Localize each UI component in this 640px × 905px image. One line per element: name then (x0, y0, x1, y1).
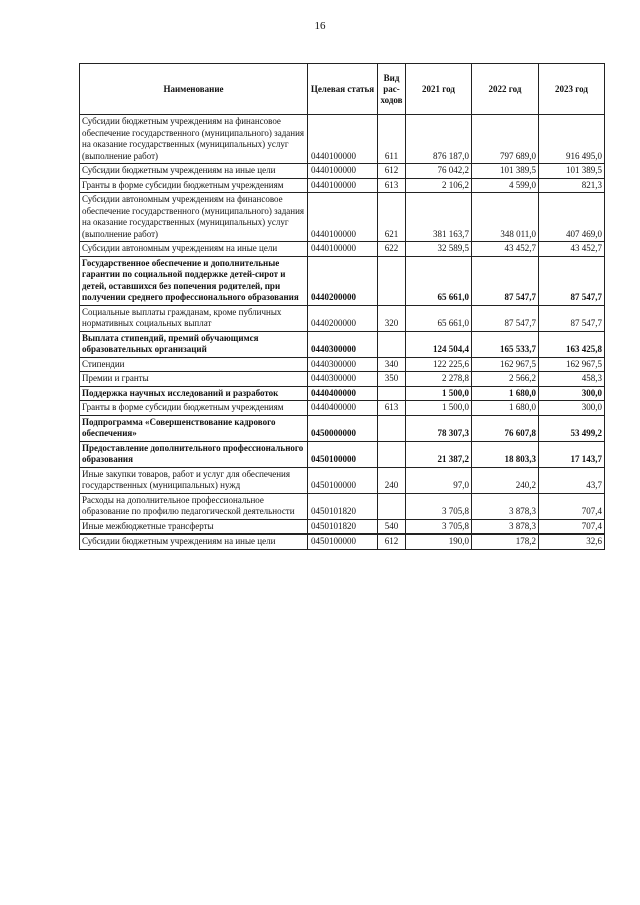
cell-target-code: 0440300000 (308, 357, 378, 372)
cell-2021: 3 705,8 (406, 493, 472, 519)
cell-2023: 162 967,5 (539, 357, 605, 372)
cell-target-code: 0440400000 (308, 386, 378, 401)
cell-2022: 348 011,0 (472, 193, 539, 242)
cell-2023: 916 495,0 (539, 115, 605, 164)
cell-target-code: 0440300000 (308, 331, 378, 357)
cell-name: Подпрограмма «Совершенствование кадрового обеспечения» (80, 415, 308, 441)
cell-target-code: 0440100000 (308, 193, 378, 242)
table-row (80, 357, 605, 372)
cell-vid: 613 (378, 401, 406, 416)
cell-name: Иные закупки товаров, работ и услуг для обеспечения государственных (муниципальных) нужд (80, 467, 308, 493)
page-number: 16 (314, 20, 326, 32)
cell-2023: 458,3 (539, 372, 605, 387)
cell-name: Поддержка научных исследований и разработок (80, 386, 308, 401)
cell-target-code: 0440100000 (308, 164, 378, 179)
header-2021: 2021 год (406, 64, 472, 115)
cell-2023: 407 469,0 (539, 193, 605, 242)
cell-2023: 101 389,5 (539, 164, 605, 179)
header-name: Наименование (80, 64, 308, 115)
cell-2023: 707,4 (539, 519, 605, 534)
cell-vid: 540 (378, 519, 406, 534)
cell-target-code: 0450100000 (308, 441, 378, 467)
cell-2022: 43 452,7 (472, 242, 539, 257)
cell-target-code: 0440200000 (308, 305, 378, 331)
cell-vid (378, 493, 406, 519)
table-row (80, 193, 605, 242)
cell-name: Гранты в форме субсидии бюджетным учреждениям (80, 178, 308, 193)
cell-2021: 76 042,2 (406, 164, 472, 179)
cell-2022: 3 878,3 (472, 493, 539, 519)
cell-name: Иные межбюджетные трансферты (80, 519, 308, 534)
table-row (80, 519, 605, 534)
header-vid: Вид рас-ходов (378, 64, 406, 115)
budget-table (79, 63, 605, 550)
table-row (80, 372, 605, 387)
table-row (80, 386, 605, 401)
cell-target-code: 0440100000 (308, 178, 378, 193)
cell-2023: 707,4 (539, 493, 605, 519)
table-row (80, 467, 605, 493)
cell-target-code: 0440100000 (308, 115, 378, 164)
cell-name: Субсидии автономным учреждениям на финансовое обеспечение государственного (муниципального) задания на оказание государственных (муниципальных) услуг (выполнение работ) (80, 193, 308, 242)
header-2022: 2022 год (472, 64, 539, 115)
cell-vid: 611 (378, 115, 406, 164)
cell-2022: 1 680,0 (472, 401, 539, 416)
cell-2022: 2 566,2 (472, 372, 539, 387)
table-row (80, 415, 605, 441)
cell-2023: 53 499,2 (539, 415, 605, 441)
table-row (80, 305, 605, 331)
cell-2022: 87 547,7 (472, 256, 539, 305)
cell-2023: 17 143,7 (539, 441, 605, 467)
cell-2021: 124 504,4 (406, 331, 472, 357)
cell-target-code: 0450100000 (308, 467, 378, 493)
cell-target-code: 0450101820 (308, 493, 378, 519)
cell-2023: 43 452,7 (539, 242, 605, 257)
cell-2022: 1 680,0 (472, 386, 539, 401)
table-body (80, 115, 605, 550)
cell-vid: 622 (378, 242, 406, 257)
cell-vid: 240 (378, 467, 406, 493)
cell-2021: 381 163,7 (406, 193, 472, 242)
table-row (80, 115, 605, 164)
cell-target-code: 0440300000 (308, 372, 378, 387)
cell-2021: 65 661,0 (406, 256, 472, 305)
cell-2022: 18 803,3 (472, 441, 539, 467)
cell-vid (378, 331, 406, 357)
cell-name: Гранты в форме субсидии бюджетным учреждениям (80, 401, 308, 416)
cell-name: Субсидии автономным учреждениям на иные цели (80, 242, 308, 257)
cell-2022: 240,2 (472, 467, 539, 493)
table-row (80, 256, 605, 305)
cell-name: Субсидии бюджетным учреждениям на иные цели (80, 164, 308, 179)
header-target: Целевая статья (308, 64, 378, 115)
cell-2022: 87 547,7 (472, 305, 539, 331)
cell-2023: 87 547,7 (539, 256, 605, 305)
cell-2022: 3 878,3 (472, 519, 539, 534)
cell-target-code: 0440400000 (308, 401, 378, 416)
cell-name: Субсидии бюджетным учреждениям на иные цели (80, 534, 308, 549)
cell-target-code: 0440200000 (308, 256, 378, 305)
cell-target-code: 0440100000 (308, 242, 378, 257)
cell-name: Предоставление дополнительного профессионального образования (80, 441, 308, 467)
cell-name: Государственное обеспечение и дополнительные гарантии по социальной поддержке детей-сирот и детей, оставшихся без попечения родителей, при получении среднего профессионального образования (80, 256, 308, 305)
cell-2021: 21 387,2 (406, 441, 472, 467)
cell-name: Социальные выплаты гражданам, кроме публичных нормативных социальных выплат (80, 305, 308, 331)
cell-2023: 163 425,8 (539, 331, 605, 357)
table-row (80, 534, 605, 549)
table-row (80, 441, 605, 467)
cell-2023: 87 547,7 (539, 305, 605, 331)
cell-2022: 178,2 (472, 534, 539, 549)
table-row (80, 331, 605, 357)
cell-2021: 65 661,0 (406, 305, 472, 331)
cell-vid: 350 (378, 372, 406, 387)
cell-2023: 821,3 (539, 178, 605, 193)
cell-2021: 97,0 (406, 467, 472, 493)
cell-2022: 165 533,7 (472, 331, 539, 357)
cell-2022: 76 607,8 (472, 415, 539, 441)
cell-vid (378, 415, 406, 441)
cell-vid (378, 386, 406, 401)
cell-2021: 190,0 (406, 534, 472, 549)
cell-name: Выплата стипендий, премий обучающимся образовательных организаций (80, 331, 308, 357)
cell-2021: 2 106,2 (406, 178, 472, 193)
cell-2021: 1 500,0 (406, 386, 472, 401)
table-row (80, 493, 605, 519)
cell-2022: 162 967,5 (472, 357, 539, 372)
header-2023: 2023 год (539, 64, 605, 115)
cell-name: Премии и гранты (80, 372, 308, 387)
table-header-row (80, 64, 605, 115)
cell-2022: 797 689,0 (472, 115, 539, 164)
cell-2022: 4 599,0 (472, 178, 539, 193)
cell-2021: 2 278,8 (406, 372, 472, 387)
cell-2021: 3 705,8 (406, 519, 472, 534)
cell-vid: 340 (378, 357, 406, 372)
cell-2023: 300,0 (539, 401, 605, 416)
cell-target-code: 0450101820 (308, 519, 378, 534)
cell-vid: 612 (378, 164, 406, 179)
cell-name: Расходы на дополнительное профессиональное образование по профилю педагогической деятельности (80, 493, 308, 519)
cell-name: Стипендии (80, 357, 308, 372)
table-row (80, 178, 605, 193)
cell-vid (378, 256, 406, 305)
cell-2021: 1 500,0 (406, 401, 472, 416)
cell-2023: 32,6 (539, 534, 605, 549)
cell-2023: 43,7 (539, 467, 605, 493)
cell-vid: 621 (378, 193, 406, 242)
cell-2021: 78 307,3 (406, 415, 472, 441)
table-row (80, 164, 605, 179)
cell-2023: 300,0 (539, 386, 605, 401)
cell-target-code: 0450000000 (308, 415, 378, 441)
cell-vid: 320 (378, 305, 406, 331)
table-row (80, 401, 605, 416)
cell-vid (378, 441, 406, 467)
table-row (80, 242, 605, 257)
cell-name: Субсидии бюджетным учреждениям на финансовое обеспечение государственного (муниципального) задания на оказание государственных (муниципальных) услуг (выполнение работ) (80, 115, 308, 164)
cell-2021: 876 187,0 (406, 115, 472, 164)
cell-vid: 612 (378, 534, 406, 549)
cell-2021: 32 589,5 (406, 242, 472, 257)
cell-2021: 122 225,6 (406, 357, 472, 372)
cell-2022: 101 389,5 (472, 164, 539, 179)
cell-target-code: 0450100000 (308, 534, 378, 549)
cell-vid: 613 (378, 178, 406, 193)
